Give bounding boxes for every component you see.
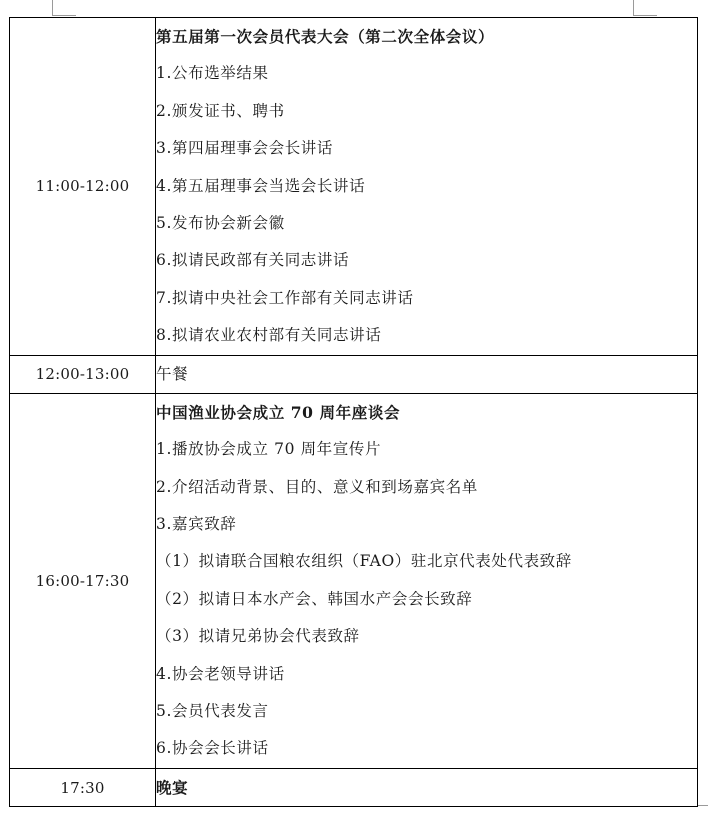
agenda-item: 5.会员代表发言 (156, 702, 269, 721)
agenda-subitem: （3）拟请兄弟协会代表致辞 (156, 627, 360, 646)
agenda-item: 3.第四届理事会会长讲话 (156, 139, 333, 158)
agenda-item: 6.协会会长讲话 (156, 739, 269, 758)
schedule-row (10, 18, 698, 356)
schedule-table (9, 17, 698, 807)
agenda-item: 7.拟请中央社会工作部有关同志讲话 (156, 288, 414, 307)
session-title: 晚宴 (156, 777, 189, 797)
time-cell: 17:30 (10, 768, 156, 806)
time-cell: 16:00-17:30 (10, 393, 156, 768)
schedule-row (10, 768, 698, 806)
agenda-item: 2.颁发证书、聘书 (156, 101, 285, 120)
agenda-item: 5.发布协会新会徽 (156, 213, 285, 232)
agenda-cell (156, 355, 698, 393)
agenda-item: 1.公布选举结果 (156, 64, 269, 83)
agenda-cell (156, 393, 698, 768)
time-cell: 12:00-13:00 (10, 355, 156, 393)
crop-mark (633, 15, 657, 16)
agenda-item: 6.拟请民政部有关同志讲话 (156, 251, 350, 270)
crop-mark (52, 0, 53, 16)
time-cell: 11:00-12:00 (10, 18, 156, 356)
agenda-item: 2.介绍活动背景、目的、意义和到场嘉宾名单 (156, 477, 478, 496)
agenda-item: 4.第五届理事会当选会长讲话 (156, 176, 366, 195)
schedule-row (10, 355, 698, 393)
agenda-item: 3.嘉宾致辞 (156, 515, 237, 534)
agenda-subitem: （1）拟请联合国粮农组织（FAO）驻北京代表处代表致辞 (156, 552, 572, 571)
crop-mark (52, 15, 76, 16)
agenda-item: 1.播放协会成立 70 周年宣传片 (156, 440, 382, 459)
crop-mark (698, 805, 708, 806)
agenda-cell (156, 18, 698, 356)
crop-mark (633, 0, 634, 16)
session-title: 第五届第一次会员代表大会（第二次全体会议） (156, 27, 495, 46)
agenda-subitem: （2）拟请日本水产会、韩国水产会会长致辞 (156, 589, 473, 608)
schedule-row (10, 393, 698, 768)
agenda-item: 8.拟请农业农村部有关同志讲话 (156, 326, 382, 345)
agenda-item: 午餐 (156, 364, 189, 383)
agenda-item: 4.协会老领导讲话 (156, 664, 285, 683)
agenda-cell (156, 768, 698, 806)
session-title: 中国渔业协会成立 70 周年座谈会 (156, 402, 401, 422)
